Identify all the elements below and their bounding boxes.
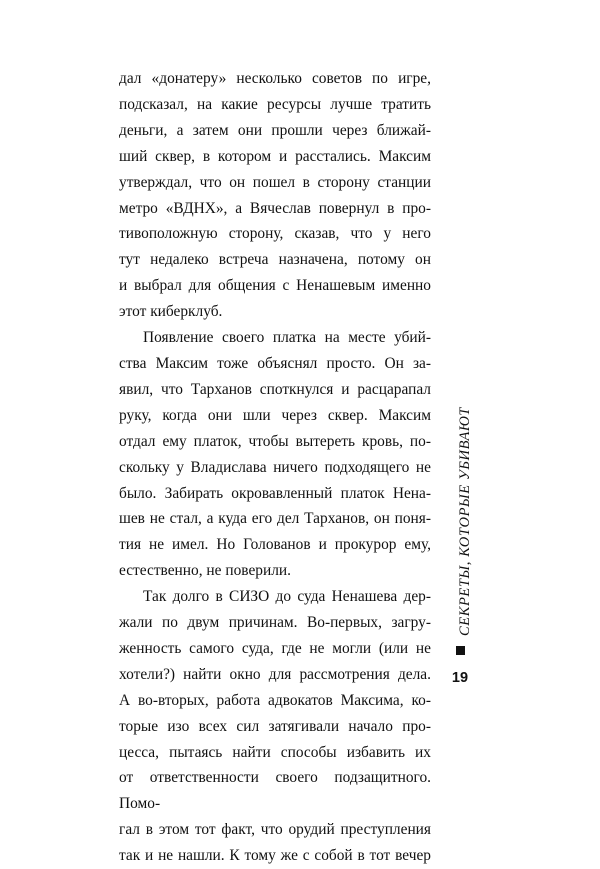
text-line: подсказал, на какие ресурсы лучше тратить	[119, 95, 431, 113]
text-line: ший сквер, в котором и расстались. Максим	[119, 147, 431, 165]
text-line: отдал ему платок, чтобы вытереть кровь, по-	[119, 432, 431, 450]
text-line: дал «донатеру» несколько советов по игре,	[119, 70, 431, 87]
text-line: этот киберклуб.	[119, 303, 223, 321]
running-title-text: СЕКРЕТЫ, КОТОРЫЕ УБИВАЮТ	[456, 406, 473, 636]
text-line: утверждал, что он пошел в сторону станции	[119, 173, 431, 191]
text-line: явил, что Тарханов споткнулся и расцарапал	[119, 380, 431, 398]
text-line: было. Забирать окровавленный платок Нена-	[119, 484, 431, 502]
text-line: ства Максим тоже объяснял просто. Он за-	[119, 354, 431, 372]
text-line: скольку у Владислава ничего подходящего не	[119, 458, 431, 476]
body-text	[119, 66, 431, 869]
text-line: хотели?) найти окно для рассмотрения дела.	[119, 665, 431, 683]
text-line: А во-вторых, работа адвокатов Максима, ко-	[119, 691, 431, 709]
text-line: естественно, не поверили.	[119, 562, 291, 580]
square-marker-icon	[456, 646, 465, 655]
text-line: тивоположную сторону, сказав, что у него	[119, 225, 431, 243]
text-line: руку, когда они шли через сквер. Максим	[119, 406, 431, 424]
running-title	[451, 381, 479, 661]
text-line: так и не нашли. К тому же с собой в тот вечер	[119, 847, 431, 865]
text-line: Так долго в СИЗО до суда Ненашева дер-	[143, 588, 431, 606]
paragraph-1	[119, 66, 431, 325]
text-line: шев не стал, а куда его дел Тарханов, он поня-	[119, 510, 431, 528]
text-line: деньги, а затем они прошли через ближай-	[119, 121, 431, 139]
text-line: торые изо всех сил затягивали начало про-	[119, 717, 431, 735]
text-line: и выбрал для общения с Ненашевым именно	[119, 277, 431, 295]
text-line: метро «ВДНХ», а Вячеслав повернул в про-	[119, 199, 431, 217]
text-line: тут недалеко встреча назначена, потому он	[119, 251, 431, 269]
text-line: женность самого суда, где не могли (или не	[119, 639, 431, 657]
paragraph-2	[119, 325, 431, 584]
text-line: тия не имел. Но Голованов и прокурор ему,	[119, 536, 431, 554]
text-line: от ответственности своего подзащитного. Помо-	[119, 769, 431, 813]
paragraph-3	[119, 584, 431, 869]
text-line: цесса, пытаясь найти способы избавить их	[119, 743, 431, 761]
text-line: жали по двум причинам. Во-первых, загру-	[119, 614, 431, 632]
text-line: гал в этом тот факт, что орудий преступления	[119, 821, 431, 839]
page-number: 19	[451, 670, 469, 686]
text-line: Появление своего платка на месте убий-	[143, 329, 431, 347]
